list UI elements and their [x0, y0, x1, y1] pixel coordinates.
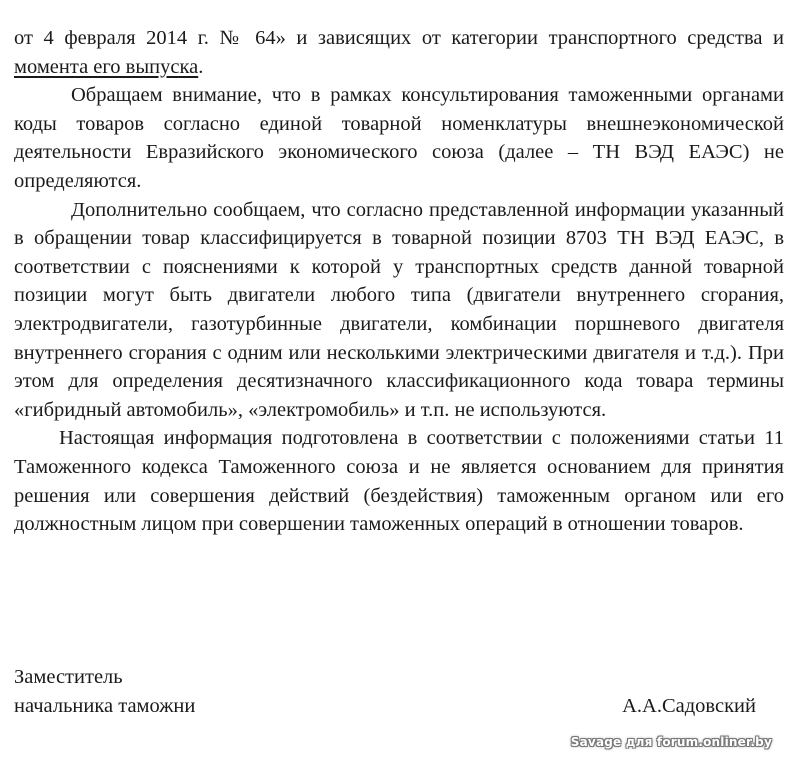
signature-row: [14, 692, 774, 721]
signature-title-line1: Заместитель: [14, 666, 123, 688]
document-body: [14, 24, 784, 539]
signature-block: [14, 663, 774, 720]
paragraph-1-end: .: [198, 55, 204, 78]
signature-title-line2: начальника таможни: [14, 694, 196, 717]
paragraph-3: Дополнительно сообщаем, что согласно представленной информации указанный в обращении товар классифицируется в товарной позиции 8703 ТН ВЭД ЕАЭС, в соответствии с пояснениями к которой у транспортных средств данной товарной позиции могут быть двигатели любого типа (двигатели внутреннего сгорания, электродвигатели, газотурбинные двигатели, комбинации поршневого двигателя внутреннего сгорания с одним или несколькими электрическими двигателя и т.д.). При этом для определения десятизначного классификационного кода товара термины «гибридный автомобиль», «электромобиль» и т.п. не используются.: [14, 198, 784, 421]
underlined-phrase: момента его выпуска: [14, 55, 199, 78]
paragraph-1-text: от 4 февраля 2014 г. № 64» и зависящих от категории транспортного средства и: [14, 27, 784, 49]
paragraph-4: Настоящая информация подготовлена в соответствии с положениями статьи 11 Таможенного кодекса Таможенного союза и не является основанием для принятия решения или совершения действий (бездействия) таможенным органом или его должностным лицом при совершении таможенных операций в отношении товаров.: [14, 427, 784, 536]
watermark: Savage для forum.onliner.by: [570, 735, 772, 749]
signatory-name: А.А.Садовский: [622, 694, 756, 717]
paragraph-2: Обращаем внимание, что в рамках консультирования таможенными органами коды товаров согласно единой товарной номенклатуры внешнеэкономической деятельности Евразийского экономического союза (далее – ТН ВЭД ЕАЭС) не определяются.: [14, 84, 784, 192]
paragraph-1: [14, 24, 784, 81]
